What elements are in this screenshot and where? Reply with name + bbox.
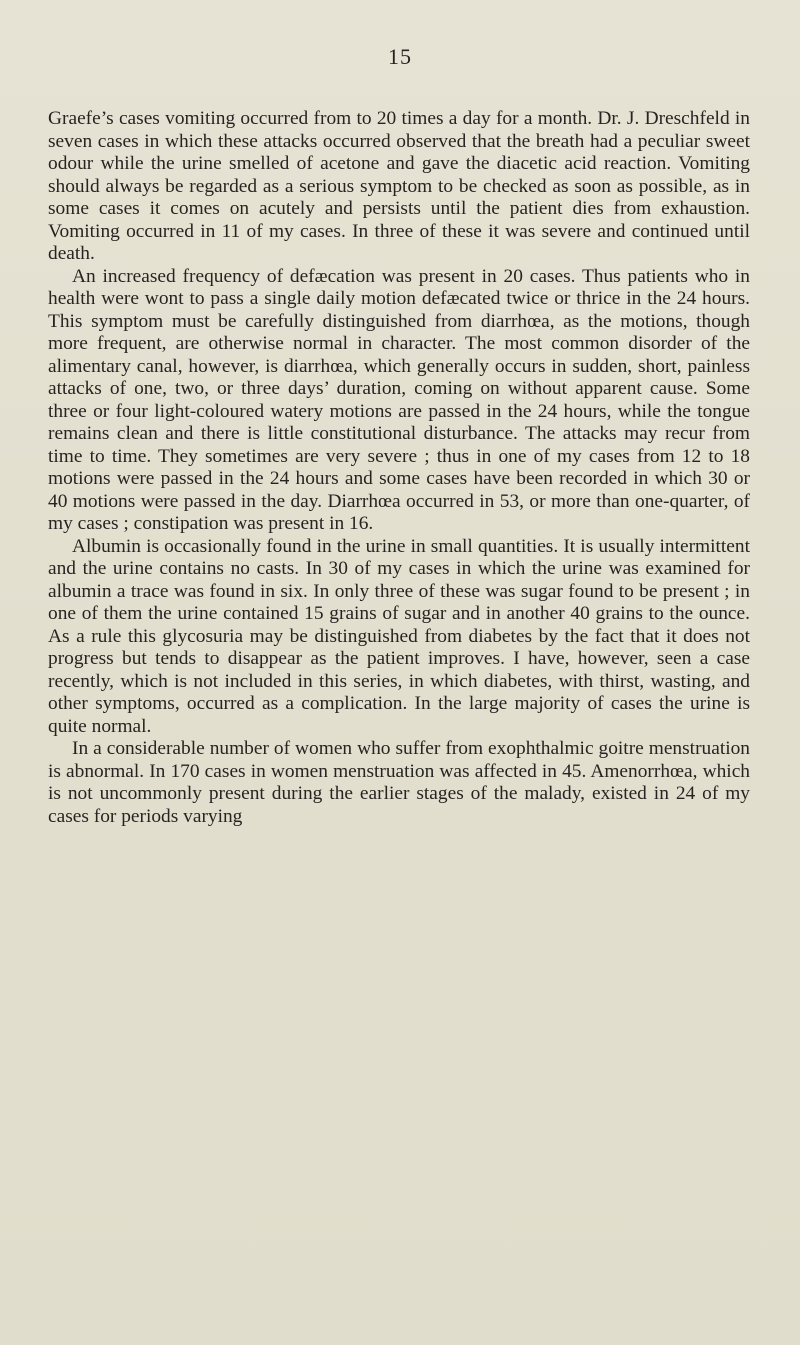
paragraph-menstruation: In a considerable number of women who suffer from exophthalmic goitre menstruation is abnormal. In 170 cases in women menstruation was affected in 45. Amenorrhœa, which is not uncommonly present during the earlier stages of the malady, existed in 24 of my cases for periods varying: [48, 738, 750, 827]
paragraph-albumin: Albumin is occasionally found in the urine in small quantities. It is usually intermittent and the urine contains no casts. In 30 of my cases in which the urine was examined for albumin a trace was found in six. In only three of these was sugar found to be present ; in one of them the urine contained 15 grains of sugar and in another 40 grains to the ounce. As a rule this glycosuria may be distinguished from diabetes by the fact that it does not progress but tends to disappear as the patient improves. I have, however, seen a case recently, which is not included in this series, in which diabetes, with thirst, wasting, and other symptoms, occurred as a complication. In the large majority of cases the urine is quite normal.: [48, 535, 750, 737]
body-text: [48, 108, 750, 828]
paragraph-vomiting: Graefe’s cases vomiting occurred from to 20 times a day for a month. Dr. J. Dreschfeld in seven cases in which these attacks occurred observed that the breath had a peculiar sweet odour while the urine smelled of acetone and gave the diacetic acid reaction. Vomiting should always be regarded as a serious symptom to be checked as soon as possible, as in some cases it comes on acutely and persists until the patient dies from exhaustion. Vomiting occurred in 11 of my cases. In three of these it was severe and continued until death.: [48, 108, 750, 264]
paragraph-defaecation: An increased frequency of defæcation was present in 20 cases. Thus patients who in health were wont to pass a single daily motion defæcated twice or thrice in the 24 hours. This symptom must be carefully distinguished from diarrhœa, as the motions, though more frequent, are otherwise normal in character. The most common disorder of the alimentary canal, however, is diarrhœa, which generally occurs in sudden, short, painless attacks of one, two, or three days’ duration, coming on without apparent cause. Some three or four light-coloured watery motions are passed in the 24 hours, while the tongue remains clean and there is little constitutional disturbance. The attacks may recur from time to time. They sometimes are very severe ; thus in one of my cases from 12 to 18 motions were passed in the 24 hours and some cases have been recorded in which 30 or 40 motions were passed in the day. Diarrhœa occurred in 53, or more than one-quarter, of my cases ; constipation was present in 16.: [48, 265, 750, 534]
page-number: 15: [388, 44, 412, 69]
